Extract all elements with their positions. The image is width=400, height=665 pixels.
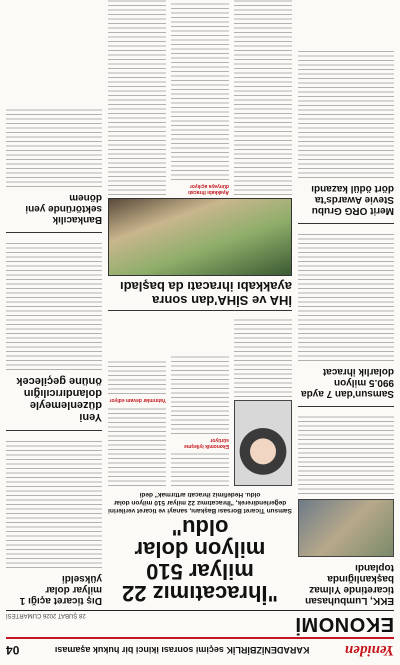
top-headline: KARADENİZBİRLİK seçimi sonrası ikinci bir hukuk aşaması xyxy=(54,645,310,655)
main-story-columns xyxy=(108,317,292,486)
left-top-body xyxy=(298,414,394,494)
right-column xyxy=(6,6,102,606)
main-deck: Samsun Ticaret Borsası Başkanı, sanayi ve ticaret verilerini değerlendirerek, "İhracatımız 22 milyar 510 milyon dolar oldu. Hedefimiz ihracatı arttırmak" dedi xyxy=(108,491,292,514)
right-bottom-body xyxy=(6,107,102,187)
middle-col-1 xyxy=(234,0,292,195)
left-bottom-body xyxy=(298,48,394,178)
main-subhead-2: Yatırımlar devam ediyor xyxy=(109,397,166,403)
divider xyxy=(6,430,102,431)
main-headline: "İhracatımız 22 milyar 510 milyon dolar oldu" xyxy=(122,515,278,606)
page-number: 04 xyxy=(6,643,20,657)
right-middle-body xyxy=(6,240,102,370)
left-column xyxy=(298,6,394,606)
main-subhead-1: Ekonomik iyileşme sürüyor xyxy=(183,437,229,449)
right-middle-title: Yeni düzenlemeyle dolandırıcılığın önüne geçilecek xyxy=(16,375,102,423)
main-body-text xyxy=(108,406,166,486)
middle-caption: Ayakkabı ihracatı dünyaya açılıyor xyxy=(188,183,229,195)
main-body-text xyxy=(108,360,166,394)
middle-col-3 xyxy=(108,0,166,195)
left-top-photo xyxy=(298,499,394,557)
right-top-body xyxy=(6,438,102,568)
issue-date: 28 ŞUBAT 2026 CUMARTESİ xyxy=(6,612,86,618)
right-bottom-title: Bankacılık sektöründe yeni dönem xyxy=(25,192,102,225)
masthead-bar xyxy=(6,637,394,661)
section-title: EKONOMİ xyxy=(294,613,394,635)
middle-body-text xyxy=(234,0,292,195)
newspaper-logo: Yeniden xyxy=(344,642,394,659)
left-bottom-title: Merit ORG Grubu Stevie Awards'ta dört ödül kazandı xyxy=(311,183,394,216)
left-middle-body xyxy=(298,231,394,361)
page-columns xyxy=(6,6,394,606)
main-story-col-2 xyxy=(171,317,229,486)
middle-body-text xyxy=(171,0,229,180)
center-column xyxy=(108,6,292,606)
main-body-text xyxy=(171,452,229,486)
section-row xyxy=(6,610,394,635)
divider xyxy=(6,232,102,233)
middle-story-title: İHA ve SİHA'dan sonra ayakkabı ihracatı da başladı xyxy=(120,279,292,308)
main-body-text xyxy=(234,317,292,397)
middle-body-text xyxy=(108,0,166,195)
left-top-title: EKK, Lumbuhasan ticaretinde Yılmaz başkanlığında toplandı xyxy=(305,562,394,606)
middle-story-photo xyxy=(108,198,292,276)
divider xyxy=(298,223,394,224)
middle-story-columns xyxy=(108,0,292,195)
main-body-text xyxy=(171,354,229,434)
right-top-title: Dış ticaret açığı 1 milyar dolar yükseldi xyxy=(19,573,102,606)
portrait-photo xyxy=(234,400,292,486)
middle-col-2 xyxy=(171,0,229,195)
main-story-col-3 xyxy=(108,317,166,486)
divider xyxy=(298,406,394,407)
middle-story xyxy=(108,0,292,311)
main-story-col-1 xyxy=(234,317,292,486)
left-middle-title: Samsun'dan 7 ayda 990.5 milyon dolarlık ihracat xyxy=(301,366,394,399)
